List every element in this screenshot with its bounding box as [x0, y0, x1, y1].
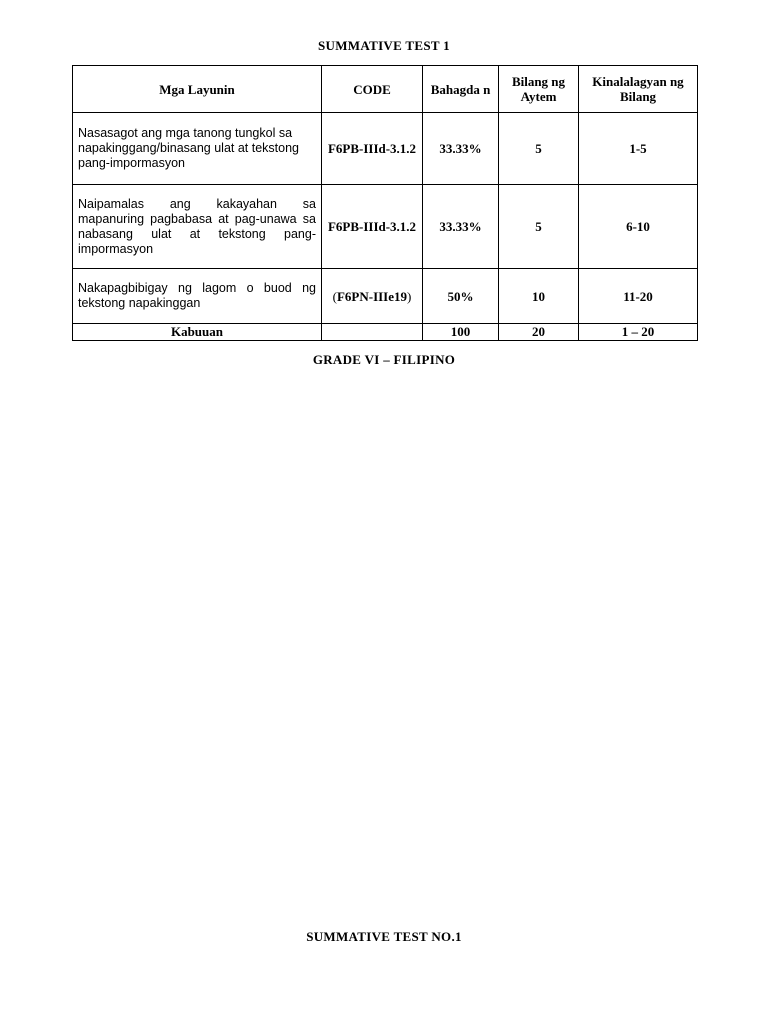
items-cell: 10: [499, 269, 579, 324]
total-percent: 100: [423, 324, 499, 341]
table-of-specifications: [72, 65, 698, 341]
code-open-paren: (: [332, 288, 337, 304]
total-label: Kabuuan: [73, 324, 322, 341]
table-total-row: [73, 324, 698, 341]
placement-cell: 6-10: [579, 185, 698, 269]
table-row: [73, 269, 698, 324]
objective-cell: Nakapagbibigay ng lagom o buod ng tekstong napakinggan: [73, 269, 322, 324]
total-placement: 1 – 20: [579, 324, 698, 341]
code-cell: F6PB-IIId-3.1.2: [322, 113, 423, 185]
objective-cell: Naipamalas ang kakayahan sa mapanuring pagbabasa at pag-unawa sa nabasang ulat at tekstong pang-impormasyon: [73, 185, 322, 269]
header-code: CODE: [322, 66, 423, 113]
grade-subject-label: GRADE VI – FILIPINO: [312, 352, 456, 367]
code-cell: [322, 269, 423, 324]
placement-cell: 1-5: [579, 113, 698, 185]
placement-cell: 11-20: [579, 269, 698, 324]
percent-cell: 33.33%: [423, 113, 499, 185]
header-items: Bilang ng Aytem: [499, 66, 579, 113]
total-code: [322, 324, 423, 341]
section-title: SUMMATIVE TEST NO.1: [306, 929, 462, 944]
total-items: 20: [499, 324, 579, 341]
table-header-row: [73, 66, 698, 113]
code-close-paren: ): [407, 288, 412, 304]
code-text: F6PN-IIIe19: [336, 288, 408, 304]
percent-cell: 33.33%: [423, 185, 499, 269]
header-objectives: Mga Layunin: [73, 66, 322, 113]
header-percent: Bahagda n: [423, 66, 499, 113]
code-cell: F6PB-IIId-3.1.2: [322, 185, 423, 269]
percent-cell: 50%: [423, 269, 499, 324]
table-row: [73, 185, 698, 269]
items-cell: 5: [499, 185, 579, 269]
items-cell: 5: [499, 113, 579, 185]
objective-cell: Nasasagot ang mga tanong tungkol sa napakinggang/binasang ulat at tekstong pang-impormasyon: [73, 113, 322, 185]
page-title: SUMMATIVE TEST 1: [318, 38, 450, 53]
table-row: [73, 113, 698, 185]
header-placement: Kinalalagyan ng Bilang: [579, 66, 698, 113]
